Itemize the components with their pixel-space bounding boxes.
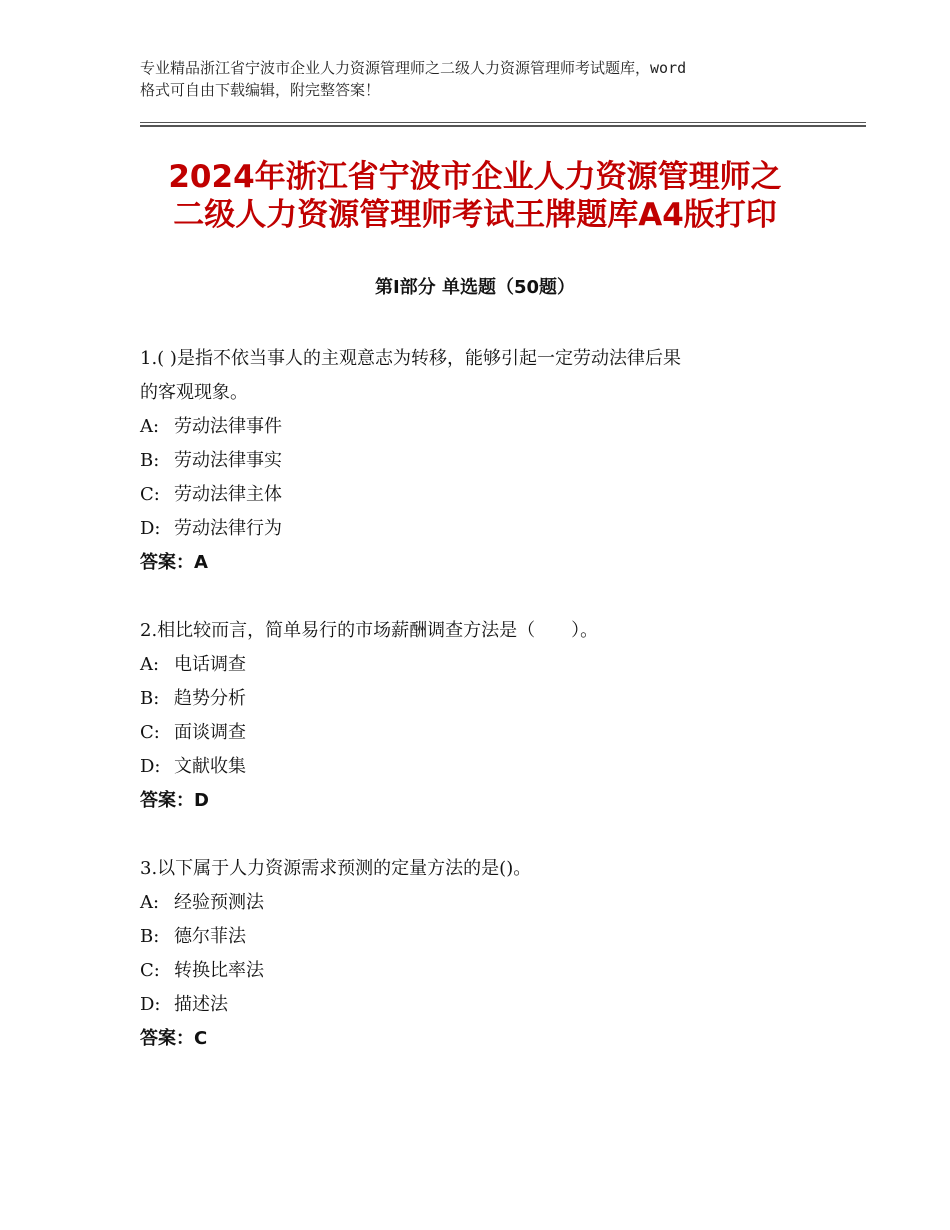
question-stem: 2.相比较而言，简单易行的市场薪酬调查方法是（ ）。 <box>140 620 599 641</box>
option-text: 趋势分析 <box>174 688 246 709</box>
option-text: 转换比率法 <box>174 960 264 981</box>
option-letter: C: <box>140 722 160 743</box>
option-letter: A: <box>140 416 160 437</box>
option-letter: B: <box>140 688 160 709</box>
question-item <box>140 342 820 580</box>
answer: 答案：C <box>140 1028 208 1049</box>
option-a <box>140 886 820 920</box>
option-c <box>140 954 820 988</box>
option-text: 德尔菲法 <box>174 926 246 947</box>
option-text: 劳动法律行为 <box>174 518 282 539</box>
header-divider <box>140 125 866 127</box>
option-a <box>140 410 820 444</box>
document-title-line: 二级人力资源管理师考试王牌题库A4版打印 <box>173 197 777 233</box>
option-text: 劳动法律主体 <box>174 484 282 505</box>
header-note-line: 专业精品浙江省宁波市企业人力资源管理师之二级人力资源管理师考试题库，word <box>140 59 687 77</box>
option-letter: D: <box>140 518 161 539</box>
option-text: 经验预测法 <box>174 892 264 913</box>
option-letter: C: <box>140 484 160 505</box>
option-b <box>140 920 820 954</box>
option-b <box>140 444 820 478</box>
question-stem: 的客观现象。 <box>140 382 248 403</box>
answer: 答案：D <box>140 790 209 811</box>
option-text: 描述法 <box>174 994 228 1015</box>
option-text: 文献收集 <box>174 756 246 777</box>
option-letter: B: <box>140 926 160 947</box>
answer: 答案：A <box>140 552 208 573</box>
document-title <box>0 158 950 234</box>
question-item <box>140 852 820 1056</box>
header-note <box>140 57 830 101</box>
option-text: 劳动法律事件 <box>174 416 282 437</box>
header-divider <box>140 122 866 123</box>
document-title-line: 2024年浙江省宁波市企业人力资源管理师之 <box>168 159 782 195</box>
option-d <box>140 988 820 1022</box>
option-letter: D: <box>140 994 161 1015</box>
option-c <box>140 716 820 750</box>
question-stem: 3.以下属于人力资源需求预测的定量方法的是()。 <box>140 858 532 879</box>
question-list <box>140 342 820 1090</box>
option-a <box>140 648 820 682</box>
option-letter: C: <box>140 960 160 981</box>
section-title: 第Ⅰ部分 单选题（50题） <box>374 277 575 298</box>
option-text: 面谈调查 <box>174 722 246 743</box>
option-d <box>140 750 820 784</box>
question-stem: 1.( )是指不依当事人的主观意志为转移，能够引起一定劳动法律后果 <box>140 348 681 369</box>
option-text: 电话调查 <box>174 654 246 675</box>
option-text: 劳动法律事实 <box>174 450 282 471</box>
option-letter: A: <box>140 892 160 913</box>
question-item <box>140 614 820 818</box>
header-note-line: 格式可自由下载编辑，附完整答案！ <box>140 81 381 99</box>
option-b <box>140 682 820 716</box>
option-letter: A: <box>140 654 160 675</box>
option-c <box>140 478 820 512</box>
option-letter: D: <box>140 756 161 777</box>
option-d <box>140 512 820 546</box>
option-letter: B: <box>140 450 160 471</box>
